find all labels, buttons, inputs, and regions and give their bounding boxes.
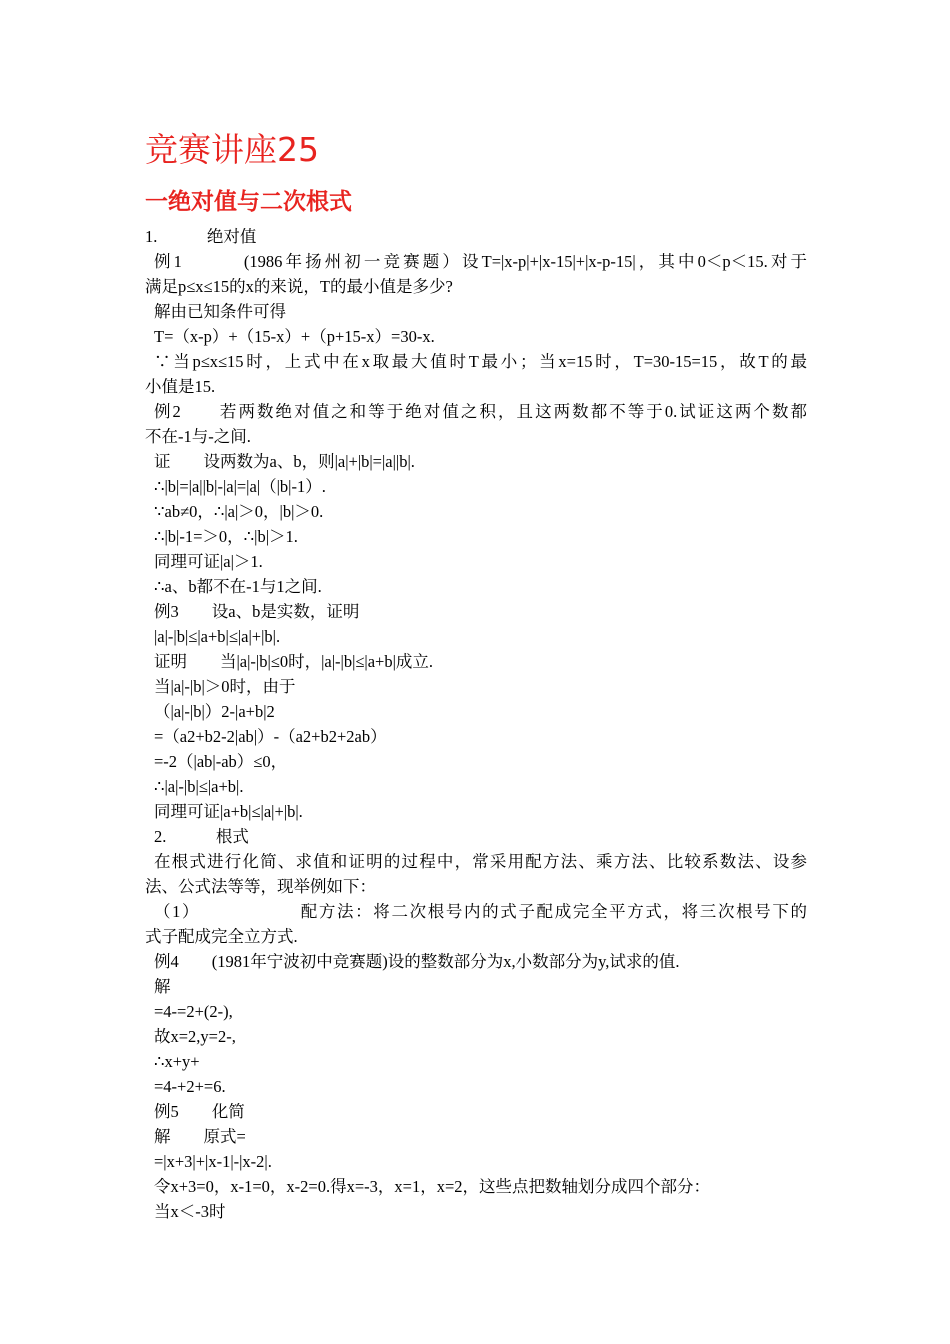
- text-line-ex3h: ∴|a|-|b|≤|a+b|.: [154, 777, 244, 796]
- text-line-s2d: 式子配成完全立方式.: [145, 927, 298, 946]
- section-heading: 一绝对值与二次根式: [145, 189, 352, 215]
- text-line-ex2f: ∴|b|-1=＞0，∴|b|＞1.: [154, 527, 298, 546]
- text-line-ex2g: 同理可证|a|＞1.: [154, 552, 263, 571]
- text-line-s1: 1. 绝对值: [145, 227, 257, 246]
- text-line-ex1b: 满足p≤x≤15的x的来说，T的最小值是多少?: [145, 277, 453, 296]
- text-line-ex1c: 解由已知条件可得: [154, 302, 286, 321]
- text-line-s2a: 在根式进行化简、求值和证明的过程中，常采用配方法、乘方法、比较系数法、设参: [154, 852, 807, 871]
- text-line-s2b: 法、公式法等等，现举例如下：: [145, 877, 376, 896]
- text-line-ex3b: |a|-|b|≤|a+b|≤|a|+|b|.: [154, 627, 281, 646]
- text-line-ex3d: 当|a|-|b|＞0时，由于: [154, 677, 296, 696]
- text-line-ex1e: ∵当p≤x≤15时，上式中在x取最大值时T最小；当x=15时，T=30-15=15，故T的最: [154, 352, 807, 371]
- text-line-ex3i: 同理可证|a+b|≤|a|+|b|.: [154, 802, 303, 821]
- text-line-ex4f: =4-+2+=6.: [154, 1077, 226, 1096]
- text-line-ex3c: 证明 当|a|-|b|≤0时，|a|-|b|≤|a+b|成立.: [154, 652, 434, 671]
- page-title: 竞赛讲座25: [145, 130, 319, 169]
- text-line-ex2b: 不在-1与-之间.: [145, 427, 251, 446]
- text-line-ex1f: 小值是15.: [145, 377, 216, 396]
- text-line-ex3f: =（a2+b2-2|ab|）-（a2+b2+2ab）: [154, 727, 387, 746]
- text-line-ex2e: ∵ab≠0，∴|a|＞0，|b|＞0.: [154, 502, 324, 521]
- text-line-ex3a: 例3 设a、b是实数，证明: [154, 602, 360, 621]
- text-line-s2c: （1） 配方法：将二次根号内的式子配成完全平方式，将三次根号下的: [154, 902, 807, 921]
- text-line-ex3e: （|a|-|b|）2-|a+b|2: [154, 702, 275, 721]
- text-line-ex4c: =4-=2+(2-),: [154, 1002, 233, 1021]
- document-body: [145, 224, 807, 1224]
- text-line-ex2a: 例2 若两数绝对值之和等于绝对值之积，且这两数都不等于0.试证这两个数都: [154, 402, 807, 421]
- text-line-ex1a: 例1 (1986年扬州初一竞赛题）设T=|x-p|+|x-15|+|x-p-15|，其中0＜p＜15.对于: [154, 252, 807, 271]
- text-line-ex2c: 证 设两数为a、b，则|a|+|b|=|a||b|.: [154, 452, 415, 471]
- text-line-ex4a: 例4 (1981年宁波初中竞赛题)设的整数部分为x,小数部分为y,试求的值.: [154, 952, 680, 971]
- text-line-ex2d: ∴|b|=|a||b|-|a|=|a|（|b|-1）.: [154, 477, 326, 496]
- text-line-ex5b: 解 原式=: [154, 1127, 246, 1146]
- text-line-ex5e: 当x＜-3时: [154, 1202, 226, 1221]
- text-line-ex4e: ∴x+y+: [154, 1052, 200, 1071]
- text-line-ex5c: =|x+3|+|x-1|-|x-2|.: [154, 1152, 272, 1171]
- text-line-ex3g: =-2（|ab|-ab）≤0，: [154, 752, 288, 771]
- text-line-ex5d: 令x+3=0，x-1=0，x-2=0.得x=-3，x=1，x=2，这些点把数轴划分成四个部分：: [154, 1177, 710, 1196]
- text-line-ex2h: ∴a、b都不在-1与1之间.: [154, 577, 322, 596]
- text-line-ex4b: 解: [154, 977, 171, 996]
- text-line-ex5a: 例5 化简: [154, 1102, 245, 1121]
- text-line-s2: 2. 根式: [154, 827, 249, 846]
- text-line-ex4d: 故x=2,y=2-,: [154, 1027, 236, 1046]
- text-line-ex1d: T=（x-p）+（15-x）+（p+15-x）=30-x.: [154, 327, 435, 346]
